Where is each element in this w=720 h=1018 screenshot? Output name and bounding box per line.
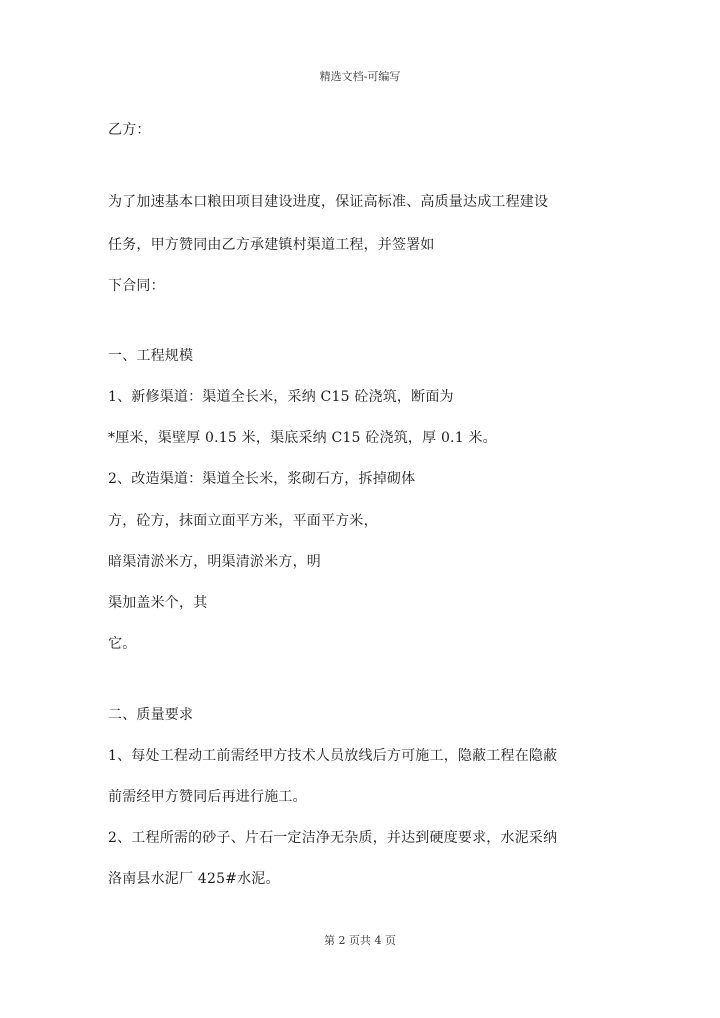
section1-line-7: 它。 — [108, 636, 137, 652]
intro-line-3: 下合同： — [108, 278, 165, 294]
section1-title: 一、工程规模 — [108, 348, 194, 364]
section1-line-3: 2、改造渠道：渠道全长米，浆砌石方，拆掉砌体 — [108, 471, 416, 487]
section2-line-1: 1、每处工程动工前需经甲方技术人员放线后方可施工，隐蔽工程在隐蔽 — [108, 748, 558, 764]
party-b-label: 乙方： — [108, 122, 151, 138]
intro-line-2: 任务，甲方赞同由乙方承建镇村渠道工程，并签署如 — [108, 237, 435, 253]
section1-line-1: 1、新修渠道：渠道全长米，采纳 C15 砼浇筑，断面为 — [108, 389, 454, 405]
section2-line-4: 洛南县水泥厂 425#水泥。 — [108, 871, 280, 887]
section1-line-4: 方，砼方，抹面立面平方米，平面平方米， — [108, 513, 378, 529]
page-footer: 第 2 页共 4 页 — [324, 934, 396, 947]
page-header: 精选文档-可编写 — [319, 70, 401, 83]
section2-title: 二、质量要求 — [108, 707, 194, 723]
section1-line-5: 暗渠清淤米方，明渠清淤米方，明 — [108, 554, 321, 570]
section2-line-2: 前需经甲方赞同后再进行施工。 — [108, 789, 307, 805]
section1-line-2: *厘米，渠壁厚 0.15 米，渠底采纳 C15 砼浇筑，厚 0.1 米。 — [108, 430, 497, 446]
intro-line-1: 为了加速基本口粮田项目建设进度，保证高标准、高质量达成工程建设 — [108, 194, 549, 210]
section1-line-6: 渠加盖米个，其 — [108, 595, 208, 611]
section2-line-3: 2、工程所需的砂子、片石一定洁净无杂质，并达到硬度要求，水泥采纳 — [108, 830, 558, 846]
